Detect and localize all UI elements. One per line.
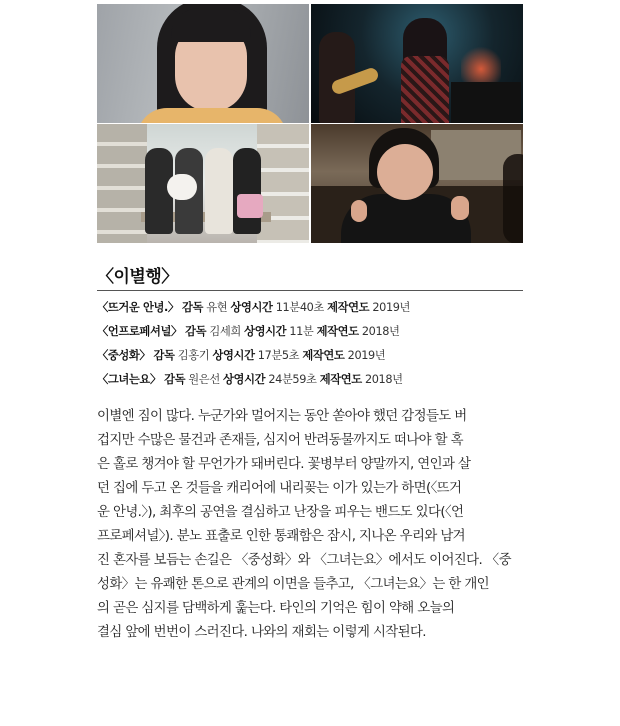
article-body	[97, 405, 525, 645]
credit-row	[97, 368, 523, 392]
year-value: 2018년	[361, 325, 400, 338]
director-name: 유현	[206, 301, 228, 314]
director-label: 감독	[164, 373, 186, 386]
body-line: 성화〉는 유쾌한 톤으로 관계의 이면을 들추고, 〈그녀는요〉는 한 개인	[97, 577, 489, 592]
body-line: 진 혼자를 보듬는 손길은 〈중성화〉와 〈그녀는요〉에서도 이어진다. 〈중	[97, 553, 511, 568]
year-value: 2019년	[372, 301, 411, 314]
person-shape	[205, 148, 233, 234]
bangs-shape	[171, 8, 251, 42]
photo-group-bench	[97, 124, 309, 243]
runtime-value: 17분5초	[257, 349, 300, 362]
runtime-value: 11분	[289, 325, 314, 338]
bag-shape	[237, 194, 263, 218]
body-line: 던 집에 두고 온 것들을 캐리어에 내리꽂는 이가 있는가 하면(〈뜨거	[97, 481, 462, 496]
shirt-shape	[137, 108, 287, 123]
section-heading: 〈이별행〉	[97, 267, 178, 287]
director-label: 감독	[182, 301, 204, 314]
director-name: 김세희	[209, 325, 241, 338]
photo-woman-speaking	[311, 124, 523, 243]
shelf-shape	[257, 124, 309, 243]
photo-girl-portrait	[97, 4, 309, 123]
year-label: 제작연도	[327, 301, 370, 314]
amp-shape	[451, 82, 521, 123]
credit-row	[97, 344, 523, 368]
hand-shape	[451, 196, 469, 220]
person-shape	[233, 148, 261, 234]
credit-row	[97, 320, 523, 344]
face-shape	[377, 144, 433, 200]
photo-grid	[97, 4, 523, 243]
year-value: 2018년	[364, 373, 403, 386]
director-name: 김홍기	[177, 349, 210, 362]
runtime-label: 상영시간	[230, 301, 273, 314]
runtime-label: 상영시간	[244, 325, 287, 338]
dress-shape	[401, 56, 449, 123]
body-line: 은 홀로 챙겨야 할 무언가가 돼버린다. 꽃병부터 양말까지, 연인과 살	[97, 457, 471, 472]
body-line: 프로페셔널〉). 분노 표출로 인한 통쾌함은 잠시, 지나온 우리와 남겨	[97, 529, 465, 544]
divider	[97, 290, 523, 291]
credit-row	[97, 296, 523, 320]
photo-concert-stage	[311, 4, 523, 123]
dog-shape	[167, 174, 197, 200]
film-title: 〈그녀는요〉	[97, 373, 161, 386]
body-line: 이별엔 짐이 많다. 누군가와 멀어지는 동안 쏟아야 했던 감정들도 버	[97, 409, 467, 424]
film-title: 〈중성화〉	[97, 349, 151, 362]
foreground-blur-shape	[503, 154, 523, 243]
film-title: 〈언프로페셔널〉	[97, 325, 182, 338]
shelf-shape	[97, 124, 147, 243]
year-label: 제작연도	[302, 349, 345, 362]
year-label: 제작연도	[319, 373, 362, 386]
runtime-value: 24분59초	[268, 373, 317, 386]
body-line: 의 곧은 심지를 담백하게 훑는다. 타인의 기억은 힘이 약해 오늘의	[97, 601, 455, 616]
director-label: 감독	[185, 325, 207, 338]
director-name: 원은선	[188, 373, 220, 386]
film-credits-list	[97, 296, 523, 392]
hand-shape	[351, 200, 367, 222]
runtime-value: 11분40초	[275, 301, 324, 314]
year-value: 2019년	[347, 349, 386, 362]
runtime-label: 상영시간	[223, 373, 266, 386]
film-title: 〈뜨거운 안녕.〉	[97, 301, 179, 314]
body-line: 결심 앞에 번번이 스러진다. 나와의 재회는 이렇게 시작된다.	[97, 625, 426, 640]
body-line: 운 안녕.〉), 최후의 공연을 결심하고 난장을 피우는 밴드도 있다(〈언	[97, 505, 464, 520]
year-label: 제작연도	[316, 325, 359, 338]
director-label: 감독	[153, 349, 175, 362]
runtime-label: 상영시간	[212, 349, 255, 362]
body-line: 겁지만 수많은 물건과 존재들, 심지어 반려동물까지도 떠나야 할 혹	[97, 433, 463, 448]
